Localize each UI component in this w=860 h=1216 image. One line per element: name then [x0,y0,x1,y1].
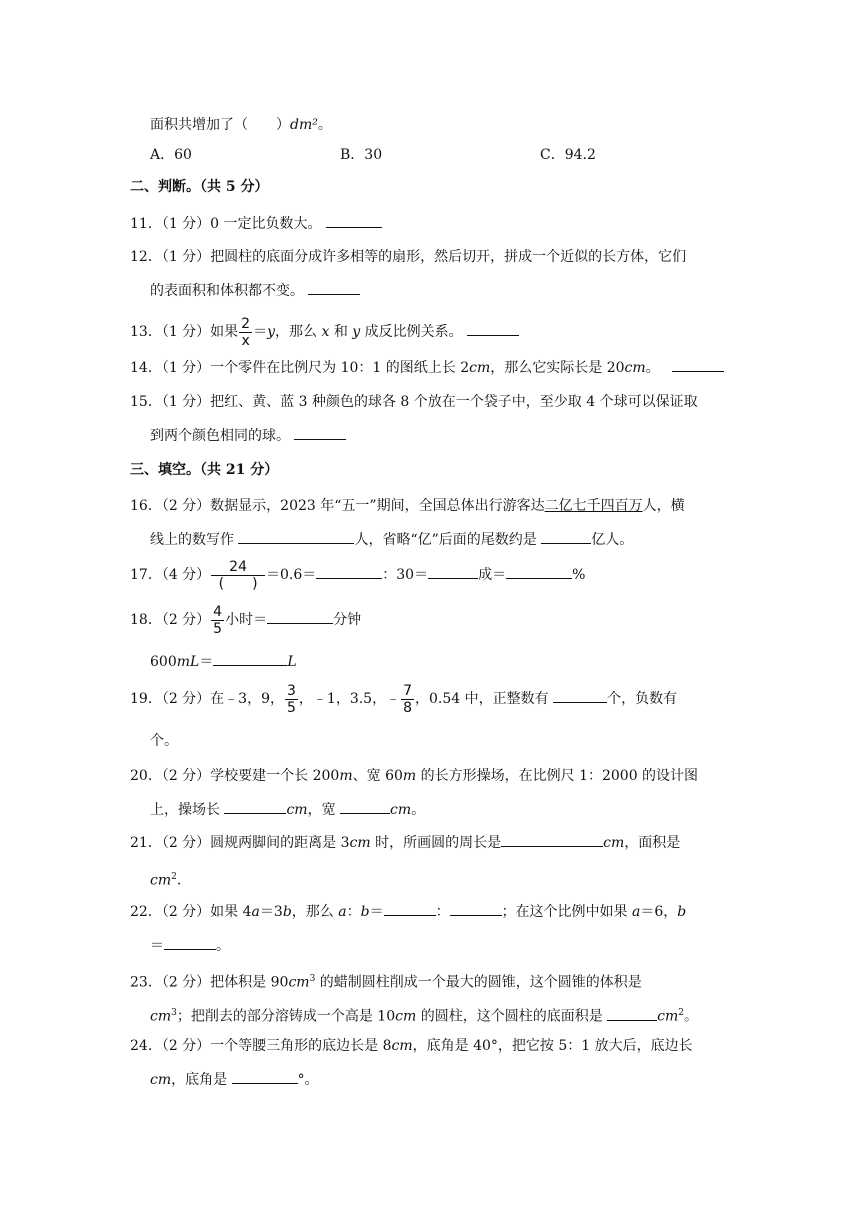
q10-option-a: A．60 [150,147,192,163]
q20-unit-3: cm [286,802,308,818]
q19-text-a: 19．（2 分）在﹣3，9， [130,691,284,707]
q18-text-d: 600 [150,654,177,670]
q14-text-b: ，那么它实际长是 20 [490,360,625,376]
q10-line [150,114,332,136]
q13-var-y: y [267,324,276,340]
q20-text-f: 。 [411,802,426,818]
q24-text-b: ，底角是 40°，把它按 5：1 放大后，底边长 [412,1038,693,1054]
q11-text: 11．（1 分）0 一定比负数大。 [130,216,322,232]
q23-blank-1[interactable] [607,1006,657,1021]
q17-text-c: ：30＝ [382,567,429,583]
section-2-heading: 二、判断。（共 5 分） [130,179,269,195]
q19-text-d: 个，负数有 [607,691,678,707]
q21-blank-1[interactable] [501,832,603,847]
q21-unit-2: cm [603,835,625,851]
q16-text-a: 16．（2 分）数据显示，2023 年“五一”期间，全国总体出行游客达 [130,498,545,514]
q22-text-c: ，那么 [291,904,339,920]
q22-var-a3: a [632,904,641,920]
q21-text-a: 21．（2 分）圆规两脚间的距离是 3 [130,835,350,851]
q22-blank-2[interactable] [450,901,502,916]
q24-line1 [130,1035,693,1057]
q17-denominator-blank[interactable]: ( ) [218,575,258,592]
q21-text-b: 时，所画圆的周长是 [370,835,502,851]
q23-line2 [150,1002,698,1028]
q21-unit-1: cm [349,835,371,851]
q23-line1 [130,968,642,994]
q22-line2 [150,935,230,957]
q17-text-a: 17．（4 分） [130,567,211,583]
q17 [130,556,585,594]
q21-text-c: ，面积是 [624,835,681,851]
q22-var-b3: b [677,904,687,920]
q22-text-b: ＝3 [259,904,283,920]
q15-blank[interactable] [294,425,346,440]
q16-underlined-number: 二亿七千四百万 [544,498,643,514]
q21-line1 [130,832,680,854]
q24-blank-1[interactable] [232,1069,298,1084]
q15-line1: 15．（1 分）把红、黄、蓝 3 种颜色的球各 8 个放在一个袋子中，至少取 4 个球可以保证取 [130,394,698,410]
q22-blank-3[interactable] [164,935,216,950]
q12-line2 [150,280,360,302]
q17-text-d: 成＝ [478,567,507,583]
q19-text-b: ，﹣1，3.5，﹣ [298,691,401,707]
q19-line2: 个。 [150,733,178,749]
q17-numerator: 24 [211,559,265,576]
q13-blank[interactable] [467,321,519,336]
q13-text-a: 13．（1 分）如果 [130,324,239,340]
q22-blank-1[interactable] [384,901,436,916]
q14-text-a: 14．（1 分）一个零件在比例尺为 10：1 的图纸上长 2 [130,360,470,376]
q12-blank[interactable] [308,280,360,295]
q15-text: 到两个颜色相同的球。 [150,428,290,444]
q16-text-d: 人，省略“亿”后面的尾数约是 [354,532,542,548]
q20-text-b: 、宽 60 [352,768,403,784]
q19-numerator-1: 3 [287,682,296,699]
q18-line2 [150,651,297,673]
q13-denominator: x [241,332,250,349]
q10-unit: dm² [290,117,318,133]
q23-unit-3: cm [395,1008,417,1025]
q22-var-b: b [282,904,292,920]
q12-text: 的表面积和体积都不变。 [150,283,304,299]
q16-blank-1[interactable] [238,529,354,544]
q10-option-c: C．94.2 [540,147,596,163]
q23-sup-2: 3 [171,1008,177,1018]
q22-text-d: ： [346,904,361,920]
q24-text-a: 24．（2 分）一个等腰三角形的底边长是 8 [130,1038,392,1054]
q14-unit-1: cm [469,360,491,376]
q13-fraction [239,316,252,349]
q23-unit-2: cm [150,1008,172,1025]
q10-text: 面积共增加了（ ） [150,117,290,133]
q20-blank-2[interactable] [340,799,390,814]
q23-unit-1: cm [288,974,310,991]
q18-text-c: 分钟 [333,612,362,628]
q22-text-g: ；在这个比例中如果 [501,904,633,920]
q13-text-c: ，那么 [275,324,322,340]
q21-text-d: . [176,872,182,889]
q17-blank-1[interactable] [316,564,382,579]
q24-unit-1: cm [391,1038,413,1054]
q20-unit-2: m [402,768,417,784]
q17-blank-2[interactable] [428,564,478,579]
q17-blank-3[interactable] [506,564,572,579]
q11 [130,213,382,235]
q14-text-c: 。 [645,360,660,376]
q20-text-d: 上，操场长 [150,802,225,818]
q18-denominator: 5 [213,620,223,637]
q15-line2 [150,425,346,447]
q18-line1 [130,600,361,640]
q12-line1: 12．（1 分）把圆柱的底面分成许多相等的扇形，然后切开，拼成一个近似的长方体，它们 [130,249,687,265]
q13-eq: ＝ [253,324,268,340]
q19-text-c: ，0.54 中，正整数有 [415,691,554,707]
q19-denominator-1: 5 [287,699,296,716]
q14-blank[interactable] [672,357,724,372]
q14-unit-2: cm [624,360,646,376]
q22-text-h: ＝6， [640,904,678,920]
q16-text-e: 亿人。 [591,532,634,548]
q22-text-a: 22．（2 分）如果 4 [130,904,252,920]
q19-line1 [130,678,677,720]
q20-blank-1[interactable] [224,799,286,814]
q23-text-d: 的圆柱，这个圆柱的底面积是 [416,1008,608,1025]
q16-line2 [150,529,633,551]
q13-var-x: x [321,324,330,340]
q22-var-a: a [251,904,260,920]
q18-unit-l: L [287,654,297,670]
q21-sup: 2 [171,872,177,882]
q18-unit-ml: mL [176,654,200,670]
q20-line2 [150,799,425,821]
q18-blank-1[interactable] [267,609,333,624]
q17-text-b: ＝0.6＝ [266,567,317,583]
q11-blank[interactable] [326,213,382,228]
q13 [130,314,519,350]
q18-text-a: 18．（2 分） [130,612,211,628]
q22-text-e: ＝ [369,904,384,920]
q23-text-e: 。 [684,1008,699,1025]
q17-text-e: % [572,567,586,583]
q22-var-a2: a [338,904,347,920]
q19-denominator-2: 8 [403,699,413,716]
q14 [130,357,724,379]
q16-text-b: 人，横 [642,498,685,514]
q13-text-e: 成反比例关系。 [360,324,463,340]
q23-text-c: ；把削去的部分溶铸成一个高是 10 [176,1008,396,1025]
section-3-heading: 三、填空。（共 21 分） [130,462,279,478]
q20-unit-1: m [339,768,353,784]
q10-end: 。 [317,117,332,133]
q18-text-e: ＝ [199,654,214,670]
q18-blank-2[interactable] [213,651,287,666]
q24-unit-2: cm [150,1072,172,1088]
q16-blank-2[interactable] [541,529,591,544]
q23-text-b: 的蜡制圆柱削成一个最大的圆锥，这个圆锥的体积是 [315,974,642,991]
q16-text-c: 线上的数写作 [150,532,239,548]
q19-numerator-2: 7 [403,682,413,699]
q21-unit-3: cm [150,872,172,889]
q19-fraction-1 [285,683,298,716]
q21-line2 [150,866,181,892]
q13-text-d: 和 [329,324,353,340]
q19-fraction-2 [401,683,414,716]
q24-text-c: ，底角是 [171,1072,232,1088]
q24-line2 [150,1069,319,1091]
q24-text-d: °。 [297,1072,319,1088]
q13-numerator: 2 [241,315,251,332]
q10-option-b: B．30 [340,147,383,163]
q23-unit-4: cm [657,1008,679,1025]
q22-line1 [130,901,686,923]
q19-blank-1[interactable] [553,688,607,703]
q22-text-i: ＝ [150,938,164,954]
q20-unit-4: cm [390,802,412,818]
q18-numerator: 4 [213,603,223,620]
q20-text-e: ，宽 [307,802,341,818]
q23-text-a: 23．（2 分）把体积是 90 [130,974,289,991]
q22-var-b2: b [360,904,370,920]
q22-text-j: 。 [216,938,230,954]
q18-text-b: 小时＝ [225,612,268,628]
q17-fraction [211,559,265,592]
q16-line1 [130,495,685,517]
q23-sup-3: 2 [678,1008,685,1018]
q23-sup-1: 3 [309,974,316,984]
q20-text-a: 20．（2 分）学校要建一个长 200 [130,768,340,784]
q22-text-f: ： [435,904,450,920]
q20-line1 [130,765,698,787]
q13-var-y2: y [352,324,361,340]
q18-fraction [211,604,224,637]
q20-text-c: 的长方形操场，在比例尺 1：2000 的设计图 [416,768,699,784]
